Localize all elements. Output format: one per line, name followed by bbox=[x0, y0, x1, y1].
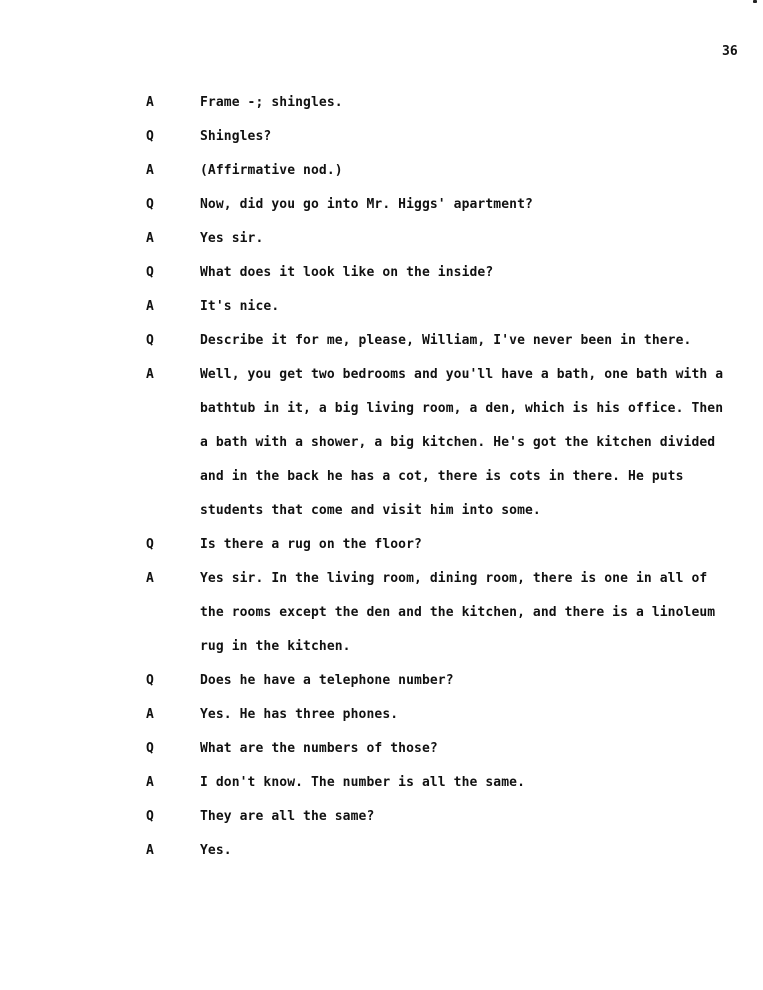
transcript-entry bbox=[0, 562, 763, 664]
entry-text: I don't know. The number is all the same. bbox=[200, 775, 525, 790]
speaker-label: A bbox=[146, 707, 154, 722]
speaker-label: A bbox=[146, 231, 154, 246]
entry-text: (Affirmative nod.) bbox=[200, 163, 343, 178]
speaker-label: Q bbox=[146, 265, 154, 280]
speaker-label: Q bbox=[146, 537, 154, 552]
entry-text: It's nice. bbox=[200, 299, 280, 314]
entry-text: What are the numbers of those? bbox=[200, 741, 438, 756]
transcript-entry bbox=[0, 664, 763, 698]
transcript-entry bbox=[0, 834, 763, 868]
transcript-entry bbox=[0, 290, 763, 324]
transcript-entry bbox=[0, 766, 763, 800]
speaker-label: A bbox=[146, 299, 154, 314]
speaker-label: Q bbox=[146, 197, 154, 212]
transcript-entry bbox=[0, 86, 763, 120]
speaker-label: A bbox=[146, 775, 154, 790]
transcript-entry bbox=[0, 188, 763, 222]
entry-text: Now, did you go into Mr. Higgs' apartment? bbox=[200, 197, 533, 212]
transcript-entry bbox=[0, 222, 763, 256]
speaker-label: A bbox=[146, 571, 154, 586]
entry-text: Describe it for me, please, William, I've never been in there. bbox=[200, 333, 692, 348]
speaker-label: A bbox=[146, 843, 154, 858]
transcript-entry bbox=[0, 800, 763, 834]
transcript-entry bbox=[0, 154, 763, 188]
entry-text: Does he have a telephone number? bbox=[200, 673, 454, 688]
entry-text: What does it look like on the inside? bbox=[200, 265, 494, 280]
entry-text: Yes sir. In the living room, dining room, there is one in all of the rooms except the den and the kitchen, and there is a linoleum rug in the kitchen. bbox=[200, 571, 716, 654]
entry-text: Yes sir. bbox=[200, 231, 264, 246]
transcript-entry bbox=[0, 528, 763, 562]
page-number: 36 bbox=[722, 44, 738, 59]
speaker-label: A bbox=[146, 367, 154, 382]
entry-text: They are all the same? bbox=[200, 809, 375, 824]
speaker-label: Q bbox=[146, 333, 154, 348]
corner-mark bbox=[753, 0, 757, 3]
speaker-label: Q bbox=[146, 129, 154, 144]
entry-text: Yes. He has three phones. bbox=[200, 707, 399, 722]
speaker-label: Q bbox=[146, 809, 154, 824]
entry-text: Frame -; shingles. bbox=[200, 95, 343, 110]
transcript-entry bbox=[0, 732, 763, 766]
speaker-label: Q bbox=[146, 673, 154, 688]
entry-text: Shingles? bbox=[200, 129, 272, 144]
transcript-entry bbox=[0, 120, 763, 154]
transcript-entry bbox=[0, 698, 763, 732]
transcript-entry bbox=[0, 358, 763, 528]
entry-text: Yes. bbox=[200, 843, 232, 858]
speaker-label: Q bbox=[146, 741, 154, 756]
transcript bbox=[0, 86, 763, 868]
entry-text: Is there a rug on the floor? bbox=[200, 537, 422, 552]
speaker-label: A bbox=[146, 95, 154, 110]
entry-text: Well, you get two bedrooms and you'll have a bath, one bath with a bathtub in it, a big living room, a den, which is his office. Then a bath with a shower, a big kitchen. He's got the kitchen divided and in the back he has a cot, there is cots in there. He puts students that come and visit him into some. bbox=[200, 367, 724, 518]
transcript-entry bbox=[0, 256, 763, 290]
speaker-label: A bbox=[146, 163, 154, 178]
transcript-entry bbox=[0, 324, 763, 358]
